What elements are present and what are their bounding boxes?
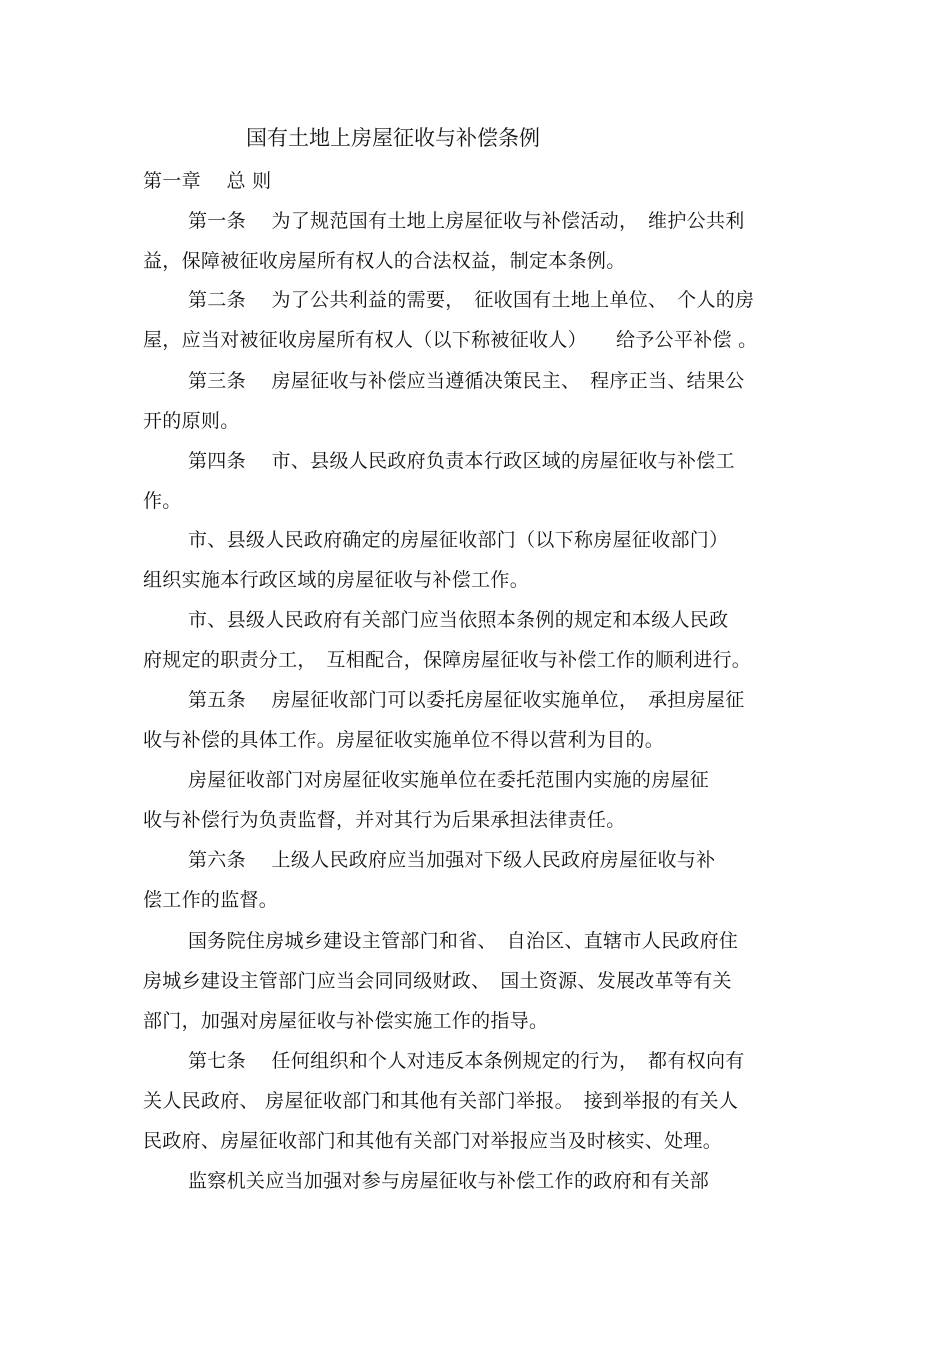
text-line: 民政府、房屋征收部门和其他有关部门对举报应当及时核实、处理。 bbox=[143, 1130, 723, 1152]
text-line: 第七条 任何组织和个人对违反本条例规定的行为， 都有权向有 bbox=[188, 1050, 745, 1072]
text-line: 组织实施本行政区域的房屋征收与补偿工作。 bbox=[143, 569, 530, 591]
chapter-heading: 第一章 总 则 bbox=[143, 170, 272, 192]
text-line: 国务院住房城乡建设主管部门和省、 自治区、直辖市人民政府住 bbox=[188, 930, 739, 952]
text-line: 作。 bbox=[143, 490, 182, 512]
text-line: 开的原则。 bbox=[143, 410, 240, 432]
text-line: 第五条 房屋征收部门可以委托房屋征收实施单位， 承担房屋征 bbox=[188, 689, 745, 711]
text-line: 府规定的职责分工， 互相配合，保障房屋征收与补偿工作的顺利进行。 bbox=[143, 649, 752, 671]
text-line: 部门，加强对房屋征收与补偿实施工作的指导。 bbox=[143, 1010, 549, 1032]
text-line: 第三条 房屋征收与补偿应当遵循决策民主、 程序正当、结果公 bbox=[188, 370, 745, 392]
text-line: 益，保障被征收房屋所有权人的合法权益，制定本条例。 bbox=[143, 250, 626, 272]
text-line: 收与补偿行为负责监督，并对其行为后果承担法律责任。 bbox=[143, 809, 626, 831]
text-line: 第二条 为了公共利益的需要， 征收国有土地上单位、 个人的房 bbox=[188, 289, 755, 311]
text-line: 收与补偿的具体工作。房屋征收实施单位不得以营利为目的。 bbox=[143, 729, 665, 751]
text-line: 房城乡建设主管部门应当会同同级财政、 国土资源、发展改革等有关 bbox=[143, 970, 732, 992]
text-line: 市、县级人民政府有关部门应当依照本条例的规定和本级人民政 bbox=[188, 609, 729, 631]
text-line: 屋，应当对被征收房屋所有权人（以下称被征收人） 给予公平补偿 。 bbox=[143, 329, 758, 351]
text-line: 房屋征收部门对房屋征收实施单位在委托范围内实施的房屋征 bbox=[188, 769, 710, 791]
text-line: 第一条 为了规范国有土地上房屋征收与补偿活动， 维护公共利 bbox=[188, 210, 745, 232]
text-line: 监察机关应当加强对参与房屋征收与补偿工作的政府和有关部 bbox=[188, 1170, 710, 1192]
document-title: 国有土地上房屋征收与补偿条例 bbox=[246, 126, 540, 150]
text-line: 市、县级人民政府确定的房屋征收部门（以下称房屋征收部门） bbox=[188, 529, 729, 551]
text-line: 第六条 上级人民政府应当加强对下级人民政府房屋征收与补 bbox=[188, 849, 716, 871]
text-line: 第四条 市、县级人民政府负责本行政区域的房屋征收与补偿工 bbox=[188, 450, 735, 472]
text-line: 偿工作的监督。 bbox=[143, 889, 279, 911]
text-line: 关人民政府、 房屋征收部门和其他有关部门举报。 接到举报的有关人 bbox=[143, 1090, 739, 1112]
